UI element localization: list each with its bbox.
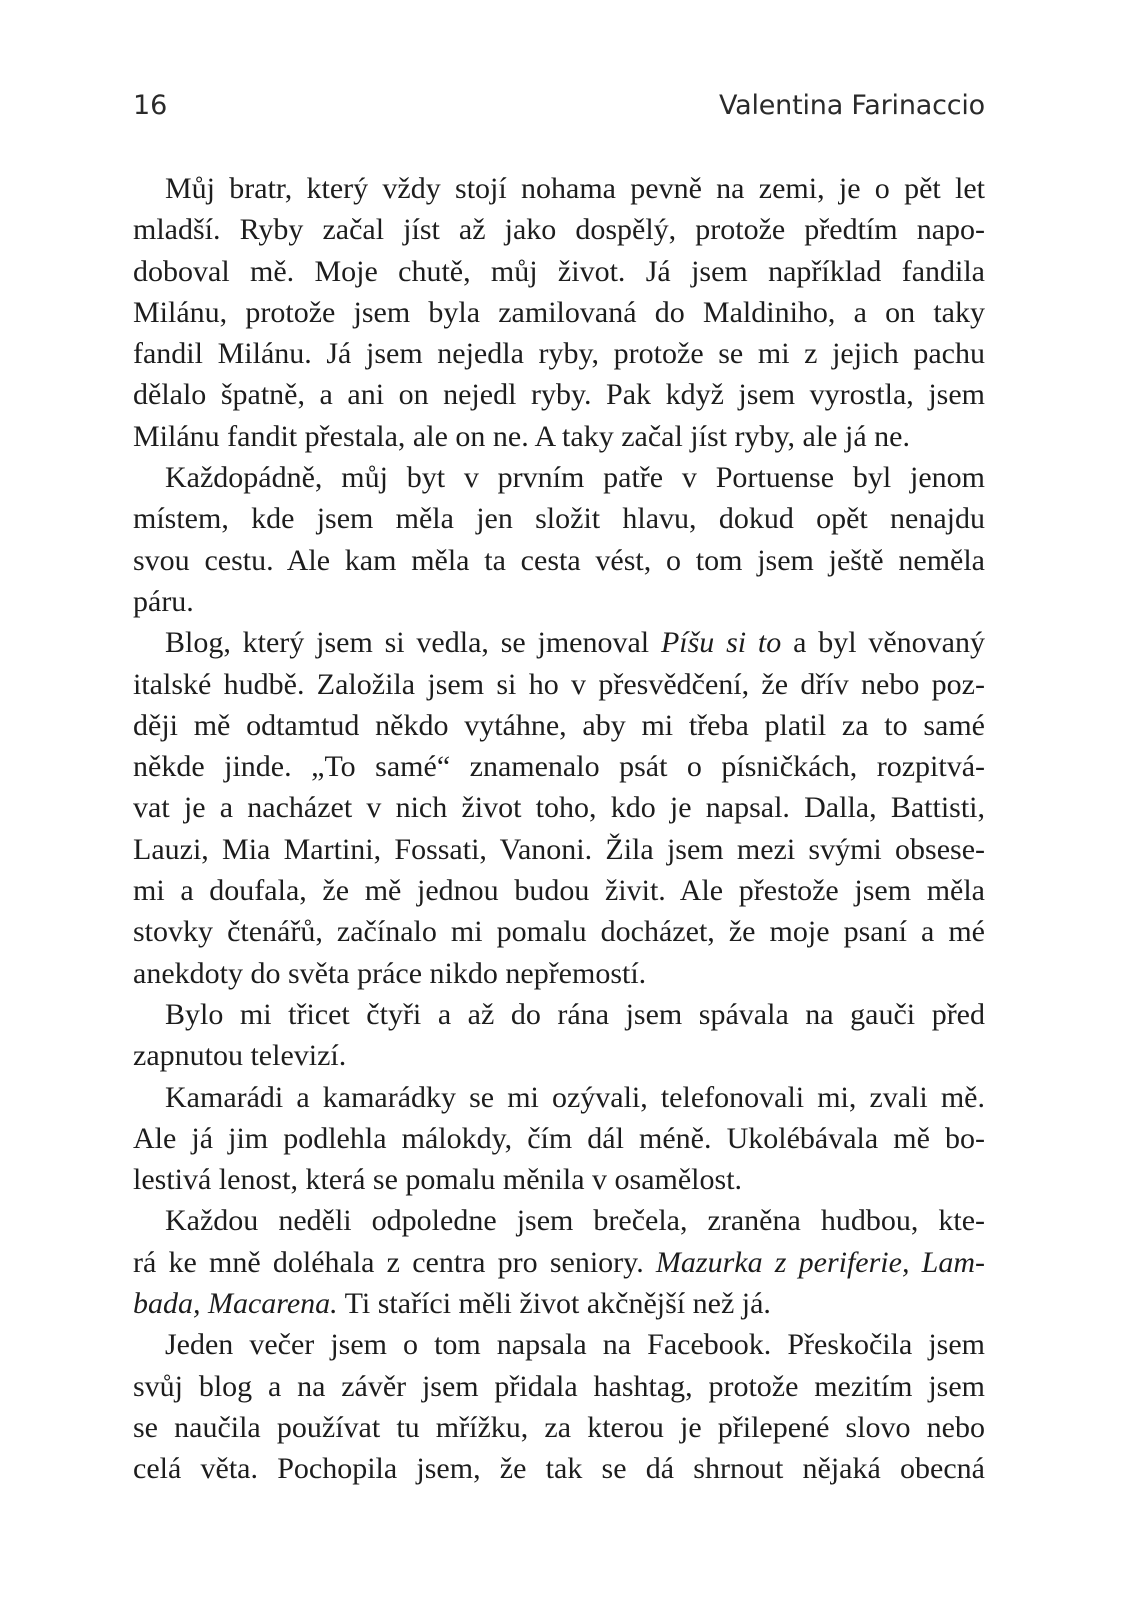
text-segment: Každou neděli odpoledne jsem brečela, zraněna hudbou, kte-: [165, 1204, 985, 1238]
italic-title: Mazurka z periferie, Lam-: [655, 1245, 985, 1279]
text-line: [133, 1077, 985, 1118]
text-line: [133, 374, 985, 415]
text-line: [133, 581, 985, 622]
text-segment: Ti staříci měli život akčnější než já.: [337, 1287, 771, 1321]
text-segment: vat je a nacházet v nich život toho, kdo je napsal. Dalla, Battisti,: [133, 791, 985, 825]
text-segment: se naučila používat tu mřížku, za kterou je přilepené slovo nebo: [133, 1410, 985, 1444]
text-line: [133, 1118, 985, 1159]
page-number: 16: [133, 90, 168, 121]
text-line: [133, 746, 985, 787]
italic-title: bada, Macarena.: [133, 1287, 338, 1321]
text-segment: svůj blog a na závěr jsem přidala hashtag, protože mezitím jsem: [133, 1369, 985, 1403]
text-segment: dělalo špatně, a ani on nejedl ryby. Pak když jsem vyrostla, jsem: [133, 378, 985, 412]
text-segment: Ale já jim podlehla málokdy, čím dál méně. Ukolébávala mě bo-: [133, 1121, 985, 1155]
text-line: [133, 292, 985, 333]
text-line: [133, 1324, 985, 1365]
text-segment: Milánu fandit přestala, ale on ne. A taky začal jíst ryby, ale já ne.: [133, 419, 910, 453]
text-line: [133, 1242, 985, 1283]
text-segment: italské hudbě. Založila jsem si ho v přesvědčení, že dřív nebo poz-: [133, 667, 985, 701]
text-segment: Každopádně, můj byt v prvním patře v Portuense byl jenom: [165, 461, 985, 495]
text-line: [133, 829, 985, 870]
text-segment: Blog, který jsem si vedla, se jmenoval: [165, 626, 661, 660]
text-segment: mi a doufala, že mě jednou budou živit. Ale přestože jsem měla: [133, 874, 985, 908]
text-segment: Můj bratr, který vždy stojí nohama pevně na zemi, je o pět let: [165, 172, 985, 205]
text-line: [133, 209, 985, 250]
text-segment: Lauzi, Mia Martini, Fossati, Vanoni. Žila jsem mezi svými obsese-: [133, 832, 985, 866]
text-line: [133, 953, 985, 994]
text-line: [133, 664, 985, 705]
text-segment: svou cestu. Ale kam měla ta cesta vést, o tom jsem ještě neměla: [133, 543, 985, 577]
text-segment: zapnutou televizí.: [133, 1039, 347, 1073]
text-segment: Jeden večer jsem o tom napsala na Facebook. Přeskočila jsem: [165, 1328, 985, 1362]
text-segment: celá věta. Pochopila jsem, že tak se dá shrnout nějaká obecná: [133, 1452, 985, 1486]
running-head: [133, 84, 985, 130]
text-line: [133, 1407, 985, 1448]
text-line: [133, 540, 985, 581]
text-line: [133, 870, 985, 911]
text-segment: fandil Milánu. Já jsem nejedla ryby, protože se mi z jejich pachu: [133, 337, 985, 371]
body-text: [133, 168, 985, 1490]
text-line: [133, 622, 985, 663]
text-line: [133, 251, 985, 292]
text-line: [133, 1159, 985, 1200]
text-segment: doboval mě. Moje chutě, můj život. Já jsem například fandila: [133, 254, 985, 288]
text-line: [133, 1035, 985, 1076]
text-line: [133, 333, 985, 374]
text-line: [133, 994, 985, 1035]
text-line: [133, 705, 985, 746]
text-line: [133, 1283, 985, 1324]
text-line: [133, 498, 985, 539]
text-segment: ději mě odtamtud někdo vytáhne, aby mi třeba platil za to samé: [133, 708, 985, 742]
text-segment: stovky čtenářů, začínalo mi pomalu docházet, že moje psaní a mé: [133, 915, 985, 949]
text-segment: rá ke mně doléhala z centra pro seniory.: [133, 1245, 656, 1279]
text-line: [133, 416, 985, 457]
text-segment: Kamarádi a kamarádky se mi ozývali, telefonovali mi, zvali mě.: [165, 1080, 985, 1114]
text-line: [133, 911, 985, 952]
text-line: [133, 457, 985, 498]
text-segment: Bylo mi třicet čtyři a až do rána jsem spávala na gauči před: [165, 997, 985, 1031]
text-segment: Milánu, protože jsem byla zamilovaná do Maldiniho, a on taky: [133, 295, 985, 329]
author-name: Valentina Farinaccio: [718, 90, 985, 121]
text-segment: anekdoty do světa práce nikdo nepřemostí.: [133, 956, 647, 990]
text-line: [133, 787, 985, 828]
text-line: [133, 1200, 985, 1241]
text-segment: mladší. Ryby začal jíst až jako dospělý, protože předtím napo-: [133, 213, 985, 247]
text-segment: páru.: [133, 584, 194, 618]
italic-title: Píšu si to: [660, 626, 782, 660]
text-segment: lestivá lenost, která se pomalu měnila v osamělost.: [133, 1163, 743, 1197]
text-segment: a byl věnovaný: [781, 626, 985, 660]
text-line: [133, 168, 985, 209]
text-line: [133, 1366, 985, 1407]
text-segment: místem, kde jsem měla jen složit hlavu, dokud opět nenajdu: [133, 502, 985, 536]
text-segment: někde jinde. „To samé“ znamenalo psát o písničkách, rozpitvá-: [133, 750, 985, 784]
text-line: [133, 1448, 985, 1489]
